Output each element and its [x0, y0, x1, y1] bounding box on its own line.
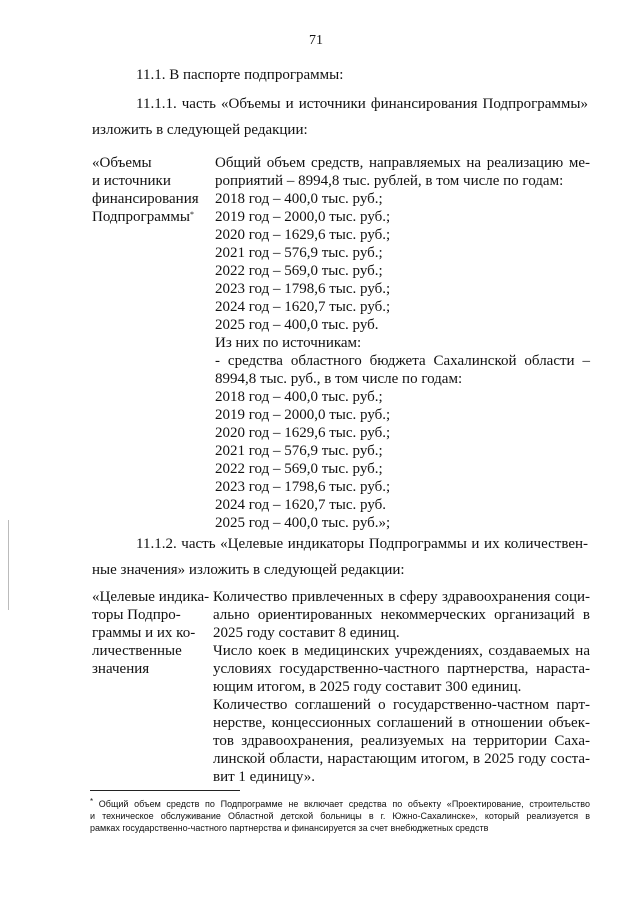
indicators-table-label: [92, 588, 209, 678]
item-11-1-heading: 11.1. В паспорте подпрограммы:: [136, 67, 344, 83]
indicators-label-line: граммы и их ко-: [92, 625, 196, 641]
footnote-separator: [90, 790, 240, 791]
footnote-text: Общий объем средств по Подпрограмме не включает средства по объекту «Проектирование, строительство: [98, 799, 590, 809]
financing-table-label: [92, 154, 199, 226]
financing-table: [92, 154, 592, 531]
regional-budget-line: - средства областного бюджета Сахалинской области –: [215, 353, 590, 369]
year-amount-line: 2025 год – 400,0 тыс. руб.»;: [215, 515, 391, 531]
financing-label-text: Подпрограммы: [92, 209, 190, 225]
item-11-1-1-line1: 11.1.1. часть «Объемы и источники финансирования Подпрограммы»: [136, 96, 588, 112]
indicator-text-line: вит 1 единицу».: [213, 769, 315, 785]
indicator-text-line: нерстве, концессионных соглашений в отношении объек-: [213, 715, 590, 731]
item-11-1-2-line2: ные значения» изложить в следующей редакции:: [92, 562, 405, 578]
year-amount-line: 2023 год – 1798,6 тыс. руб.;: [215, 479, 391, 495]
footnote-marker: *: [189, 210, 194, 219]
year-amount-line: 2022 год – 569,0 тыс. руб.;: [215, 461, 383, 477]
item-11-1-1-line2: изложить в следующей редакции:: [92, 122, 308, 138]
year-amount-line: 2023 год – 1798,6 тыс. руб.;: [215, 281, 391, 297]
footnote-line: рамках государственно-частного партнерства и финансируется за счет внебюджетных средств: [90, 823, 489, 833]
year-amount-line: 2019 год – 2000,0 тыс. руб.;: [215, 407, 391, 423]
indicator-text-line: 2025 году составит 8 единиц.: [213, 625, 400, 641]
financing-table-content: [215, 154, 590, 532]
footnote: [90, 798, 590, 834]
year-amount-line: 2022 год – 569,0 тыс. руб.;: [215, 263, 383, 279]
year-amount-line: 2019 год – 2000,0 тыс. руб.;: [215, 209, 391, 225]
financing-label-line: и источники: [92, 173, 171, 189]
year-amount-line: 2021 год – 576,9 тыс. руб.;: [215, 443, 383, 459]
indicator-text-line: Число коек в медицинских учреждениях, создаваемых на: [213, 643, 590, 659]
indicator-text-line: линской области, нарастающим итогом, в 2025 году соста-: [213, 751, 590, 767]
footnote-line: и техническое обслуживание Областной детской больницы в г. Южно-Сахалинске», который реализуется в: [90, 811, 590, 821]
year-amount-line: 2025 год – 400,0 тыс. руб.: [215, 317, 379, 333]
year-amount-line: 2020 год – 1629,6 тыс. руб.;: [215, 425, 391, 441]
indicator-text-line: ющим итогом, в 2025 году составит 300 единиц.: [213, 679, 522, 695]
indicators-label-line: «Целевые индика-: [92, 589, 210, 605]
year-amount-line: 2024 год – 1620,7 тыс. руб.: [215, 497, 387, 513]
year-amount-line: 2018 год – 400,0 тыс. руб.;: [215, 191, 383, 207]
financing-label-line: «Объемы: [92, 155, 152, 171]
indicator-text-line: тов здравоохранения, реализуемых на территории Саха-: [213, 733, 590, 749]
indicator-text-line: ально ориентированных некоммерческих организаций в: [213, 607, 590, 623]
indicator-text-line: Количество соглашений о государственно-частном парт-: [213, 697, 590, 713]
page-number: 71: [309, 33, 323, 48]
financing-intro-line: Общий объем средств, направляемых на реализацию ме-: [215, 155, 590, 171]
indicators-label-line: личественные: [92, 643, 182, 659]
year-amount-line: 2018 год – 400,0 тыс. руб.;: [215, 389, 383, 405]
year-amount-line: 2020 год – 1629,6 тыс. руб.;: [215, 227, 391, 243]
indicators-label-line: значения: [92, 661, 150, 677]
indicators-table: [92, 588, 592, 788]
regional-budget-line: 8994,8 тыс. руб., в том числе по годам:: [215, 371, 463, 387]
item-11-1-2-line1: 11.1.2. часть «Целевые индикаторы Подпрограммы и их количествен-: [136, 536, 588, 552]
footnote-line: [90, 798, 590, 810]
financing-label-line: финансирования: [92, 191, 199, 207]
year-amount-line: 2021 год – 576,9 тыс. руб.;: [215, 245, 383, 261]
indicator-text-line: Количество привлеченных в сферу здравоохранения соци-: [213, 589, 590, 605]
scan-edge-mark: [8, 520, 9, 610]
sources-title: Из них по источникам:: [215, 335, 362, 351]
financing-label-line: [92, 208, 199, 226]
financing-intro-line: роприятий – 8994,8 тыс. рублей, в том числе по годам:: [215, 173, 564, 189]
year-amount-line: 2024 год – 1620,7 тыс. руб.;: [215, 299, 391, 315]
indicators-label-line: торы Подпро-: [92, 607, 181, 623]
indicators-table-content: [213, 588, 590, 786]
footnote-marker: *: [90, 797, 94, 806]
indicator-text-line: условиях государственно-частного партнерства, нараста-: [213, 661, 590, 677]
